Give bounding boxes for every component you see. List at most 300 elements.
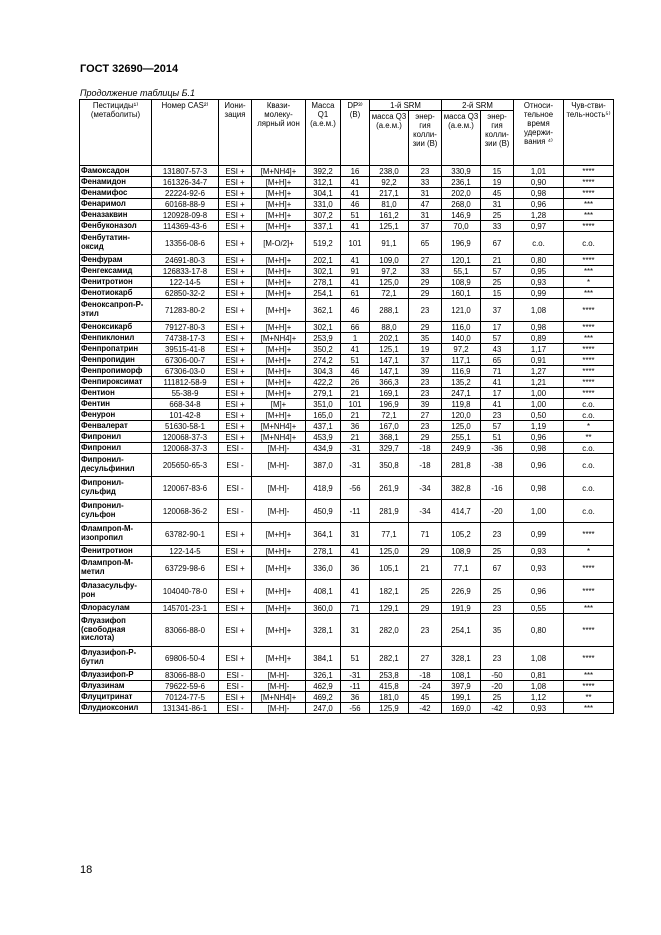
table-cell: 288,1 [370,299,409,322]
table-cell: 51 [341,210,370,221]
table-cell: 0,99 [514,523,564,546]
table-cell: 0,96 [514,199,564,210]
table-cell: 79127-80-3 [152,322,219,333]
table-cell: 1,00 [514,500,564,523]
table-cell: 119,8 [442,399,481,410]
table-cell: 25 [481,277,514,288]
pesticide-name: Фенурон [80,410,152,421]
table-cell: 120068-37-3 [152,443,219,454]
table-row [80,432,614,443]
table-cell: 21 [409,557,442,580]
table-cell: [M+H]+ [252,580,306,603]
table-cell: -24 [409,681,442,692]
pesticide-name: Флорасулам [80,603,152,614]
pesticide-name: Фенаримол [80,199,152,210]
table-cell: ESI - [219,443,252,454]
table-row [80,199,614,210]
table-cell: 281,9 [370,500,409,523]
table-cell: 72,1 [370,410,409,421]
table-cell: ESI + [219,166,252,177]
table-row [80,421,614,432]
table-cell: [M+H]+ [252,557,306,580]
table-cell: 1,27 [514,366,564,377]
table-cell: 120,1 [442,255,481,266]
table-cell: 101 [341,399,370,410]
table-cell: с.о. [564,477,614,500]
table-cell: 205650-65-3 [152,454,219,477]
table-row [80,692,614,703]
table-cell: **** [564,188,614,199]
table-cell: 408,1 [306,580,341,603]
header-ion: Квази-молеку-лярный ион [252,100,306,166]
table-cell: 31 [481,199,514,210]
pesticide-name: Фенгексамид [80,266,152,277]
table-cell: 0,81 [514,670,564,681]
table-cell: 131807-57-3 [152,166,219,177]
table-cell: 330,9 [442,166,481,177]
table-cell: 0,98 [514,322,564,333]
table-cell: 202,1 [370,333,409,344]
table-cell: 278,1 [306,546,341,557]
table-cell: [M+NH4]+ [252,166,306,177]
table-cell: ** [564,432,614,443]
table-cell: 329,7 [370,443,409,454]
table-cell: 0,50 [514,410,564,421]
table-cell: 125,1 [370,221,409,232]
table-cell: 108,1 [442,670,481,681]
table-cell: 261,9 [370,477,409,500]
table-cell: ESI + [219,177,252,188]
table-cell: с.о. [564,454,614,477]
table-cell: [M-H]- [252,703,306,714]
table-cell: 167,0 [370,421,409,432]
table-cell: 79622-59-6 [152,681,219,692]
table-cell: -38 [481,454,514,477]
table-cell: 21 [481,255,514,266]
table-cell: 23 [481,603,514,614]
table-cell: 23 [409,299,442,322]
table-cell: 121,0 [442,299,481,322]
table-cell: 60168-88-9 [152,199,219,210]
table-cell: 43 [481,344,514,355]
table-cell: ESI + [219,322,252,333]
table-cell: 37 [409,355,442,366]
table-cell: 254,1 [442,614,481,647]
table-cell: 13356-08-6 [152,232,219,255]
table-cell: [M+H]+ [252,255,306,266]
table-cell: 71 [481,366,514,377]
table-cell: 415,8 [370,681,409,692]
table-cell: **** [564,681,614,692]
table-cell: 67306-03-0 [152,366,219,377]
table-cell: 0,93 [514,703,564,714]
table-cell: 108,9 [442,277,481,288]
table-cell: [M-H]- [252,443,306,454]
table-cell: 29 [409,603,442,614]
table-row [80,523,614,546]
table-cell: 0,98 [514,477,564,500]
table-cell: [M+H]+ [252,199,306,210]
table-cell: 21 [341,388,370,399]
table-cell: с.о. [564,410,614,421]
table-cell: 114369-43-6 [152,221,219,232]
table-cell: ESI + [219,266,252,277]
table-cell: 41 [481,399,514,410]
table-cell: 0,93 [514,557,564,580]
table-row [80,355,614,366]
table-cell: 1,17 [514,344,564,355]
table-cell: 304,3 [306,366,341,377]
table-cell: 253,9 [306,333,341,344]
pesticide-name: Феноксапроп-Р-этил [80,299,152,322]
table-cell: **** [564,388,614,399]
table-cell: 70,0 [442,221,481,232]
table-cell: 21 [341,432,370,443]
table-cell: [M+H]+ [252,355,306,366]
table-cell: [M+NH4]+ [252,333,306,344]
table-cell: 57 [481,333,514,344]
table-cell: ESI + [219,523,252,546]
table-cell: 63782-90-1 [152,523,219,546]
table-cell: 16 [341,166,370,177]
table-cell: 27 [409,647,442,670]
table-cell: 120068-37-3 [152,432,219,443]
table-cell: [M+H]+ [252,647,306,670]
table-cell: 92,2 [370,177,409,188]
table-cell: 25 [481,546,514,557]
table-cell: *** [564,333,614,344]
table-cell: 111812-58-9 [152,377,219,388]
table-cell: 336,0 [306,557,341,580]
table-cell: 434,9 [306,443,341,454]
table-cell: 368,1 [370,432,409,443]
pesticide-name: Фипронил-сульфон [80,500,152,523]
pesticide-name: Флуцитринат [80,692,152,703]
table-cell: 81,0 [370,199,409,210]
pesticide-name: Фенотиокарб [80,288,152,299]
table-row [80,454,614,477]
table-cell: 70124-77-5 [152,692,219,703]
table-cell: 254,1 [306,288,341,299]
table-cell: 268,0 [442,199,481,210]
table-cell: 41 [341,188,370,199]
table-cell: 247,0 [306,703,341,714]
table-cell: 1,08 [514,681,564,692]
table-cell: * [564,546,614,557]
table-cell: 236,1 [442,177,481,188]
table-cell: ESI + [219,366,252,377]
pesticide-name: Фенпропатрин [80,344,152,355]
table-cell: ESI - [219,670,252,681]
table-row [80,333,614,344]
table-cell: 116,9 [442,366,481,377]
table-cell: 1,00 [514,388,564,399]
table-cell: 350,8 [370,454,409,477]
table-cell: -34 [409,477,442,500]
table-row [80,546,614,557]
table-cell: 39 [409,366,442,377]
table-row [80,322,614,333]
table-cell: 67306-00-7 [152,355,219,366]
table-cell: -16 [481,477,514,500]
table-cell: 41 [481,377,514,388]
table-cell: -56 [341,703,370,714]
table-cell: 37 [409,221,442,232]
table-cell: 226,9 [442,580,481,603]
table-cell: 382,8 [442,477,481,500]
table-cell: с.о. [564,500,614,523]
table-cell: 146,9 [442,210,481,221]
table-cell: [M-O/2]+ [252,232,306,255]
table-cell: -34 [409,500,442,523]
table-cell: 125,0 [442,421,481,432]
table-cell: 249,9 [442,443,481,454]
table-cell: 33 [409,177,442,188]
table-cell: 41 [341,255,370,266]
table-cell: ** [564,692,614,703]
table-cell: 161326-34-7 [152,177,219,188]
table-cell: 469,2 [306,692,341,703]
table-cell: 337,1 [306,221,341,232]
table-cell: 282,1 [370,647,409,670]
table-row [80,557,614,580]
table-row [80,299,614,322]
table-cell: 109,0 [370,255,409,266]
table-cell: -20 [481,681,514,692]
table-row [80,647,614,670]
table-cell: 26 [341,377,370,388]
table-cell: 331,0 [306,199,341,210]
table-row [80,266,614,277]
table-cell: 312,1 [306,177,341,188]
table-cell: 125,0 [370,277,409,288]
table-cell: [M+H]+ [252,614,306,647]
header-srm2-mass: масса Q3 (а.е.м.) [442,111,481,166]
table-cell: 304,1 [306,188,341,199]
table-row [80,399,614,410]
table-cell: 51630-58-1 [152,421,219,432]
table-cell: 302,1 [306,322,341,333]
table-cell: 125,1 [370,344,409,355]
header-ionization: Иони-зация [219,100,252,166]
table-cell: ESI + [219,603,252,614]
table-cell: 29 [409,322,442,333]
table-cell: ESI + [219,288,252,299]
table-cell: [M+H]+ [252,221,306,232]
table-cell: ESI + [219,614,252,647]
table-cell: 120,0 [442,410,481,421]
table-cell: ESI + [219,647,252,670]
table-cell: 91,1 [370,232,409,255]
table-cell: ESI + [219,377,252,388]
table-row [80,377,614,388]
table-cell: [M+H]+ [252,366,306,377]
table-cell: **** [564,355,614,366]
table-cell: 23 [409,614,442,647]
table-cell: 29 [409,288,442,299]
table-row [80,500,614,523]
table-cell: 196,9 [442,232,481,255]
table-row [80,477,614,500]
table-cell: -31 [341,670,370,681]
table-cell: 1,00 [514,399,564,410]
table-cell: 33 [409,266,442,277]
table-cell: ESI + [219,344,252,355]
table-cell: **** [564,166,614,177]
table-cell: 202,1 [306,255,341,266]
table-cell: 450,9 [306,500,341,523]
table-row [80,410,614,421]
table-cell: -50 [481,670,514,681]
table-cell: 37 [481,299,514,322]
table-row [80,681,614,692]
table-cell: с.о. [564,399,614,410]
table-cell: 39 [409,399,442,410]
table-row [80,614,614,647]
table-cell: [M+H]+ [252,546,306,557]
table-cell: 0,91 [514,355,564,366]
table-row [80,388,614,399]
table-cell: 46 [341,199,370,210]
table-cell: 23 [409,388,442,399]
table-cell: ESI + [219,221,252,232]
table-cell: [M-H]- [252,500,306,523]
table-cell: 17 [481,322,514,333]
table-cell: 1,01 [514,166,564,177]
table-cell: **** [564,647,614,670]
pesticide-name: Флуазифоп-Р-бутил [80,647,152,670]
table-cell: [M]+ [252,399,306,410]
table-cell: [M+H]+ [252,344,306,355]
table-cell: 31 [409,210,442,221]
table-cell: 27 [409,255,442,266]
table-cell: **** [564,523,614,546]
table-cell: 326,1 [306,670,341,681]
pesticide-name: Флуазинам [80,681,152,692]
table-cell: 181,0 [370,692,409,703]
table-cell: 165,0 [306,410,341,421]
table-cell: [M+NH4]+ [252,421,306,432]
table-cell: 247,1 [442,388,481,399]
pesticide-name: Фенитротион [80,277,152,288]
table-cell: 0,80 [514,614,564,647]
table-cell: 36 [341,557,370,580]
table-cell: 46 [341,366,370,377]
table-cell: 41 [341,546,370,557]
table-cell: 72,1 [370,288,409,299]
table-cell: * [564,277,614,288]
table-cell: 0,95 [514,266,564,277]
table-cell: [M-H]- [252,477,306,500]
pesticide-table [79,99,614,714]
table-cell: -18 [409,443,442,454]
table-cell: 97,2 [442,344,481,355]
table-cell: 1,19 [514,421,564,432]
table-cell: 55,1 [442,266,481,277]
pesticide-name: Фенпироксимат [80,377,152,388]
table-cell: ESI + [219,355,252,366]
table-cell: 360,0 [306,603,341,614]
table-cell: 122-14-5 [152,277,219,288]
pesticide-name: Фентин [80,399,152,410]
table-cell: ESI + [219,399,252,410]
table-row [80,344,614,355]
table-cell: 0,96 [514,580,564,603]
table-cell: 31 [341,614,370,647]
pesticide-name: Фенамифос [80,188,152,199]
table-cell: 105,2 [442,523,481,546]
table-cell: [M+H]+ [252,388,306,399]
pesticide-name: Флазасульфу-рон [80,580,152,603]
table-cell: 135,2 [442,377,481,388]
table-cell: 41 [341,580,370,603]
table-cell: 279,1 [306,388,341,399]
pesticide-name: Фенпропиморф [80,366,152,377]
table-cell: 29 [409,546,442,557]
table-cell: **** [564,344,614,355]
table-cell: 74738-17-3 [152,333,219,344]
table-cell: 57 [481,421,514,432]
table-cell: ESI + [219,277,252,288]
table-row [80,277,614,288]
table-cell: 362,1 [306,299,341,322]
table-cell: 22224-92-6 [152,188,219,199]
table-cell: *** [564,603,614,614]
table-row [80,580,614,603]
pesticide-name: Фипронил-десульфинил [80,454,152,477]
table-cell: 117,1 [442,355,481,366]
table-cell: 0,80 [514,255,564,266]
table-cell: 108,9 [442,546,481,557]
standard-title: ГОСТ 32690—2014 [80,63,179,75]
table-cell: 77,1 [442,557,481,580]
table-cell: 25 [481,580,514,603]
table-cell: 282,0 [370,614,409,647]
table-cell: **** [564,255,614,266]
table-cell: 255,1 [442,432,481,443]
table-cell: 23 [481,410,514,421]
table-row [80,221,614,232]
table-cell: 77,1 [370,523,409,546]
table-cell: 1,08 [514,299,564,322]
table-cell: ESI + [219,333,252,344]
header-srm1-mass: масса Q3 (а.е.м.) [370,111,409,166]
table-cell: [M+H]+ [252,377,306,388]
header-cas: Номер CAS²⁾ [152,100,219,166]
table-cell: 668-34-8 [152,399,219,410]
table-cell: 328,1 [306,614,341,647]
table-cell: ESI + [219,432,252,443]
table-cell: 122-14-5 [152,546,219,557]
table-cell: 125,0 [370,546,409,557]
table-cell: 384,1 [306,647,341,670]
table-cell: 88,0 [370,322,409,333]
table-cell: *** [564,266,614,277]
table-cell: 66 [341,322,370,333]
table-cell: *** [564,210,614,221]
table-cell: ESI + [219,188,252,199]
table-cell: 65 [481,355,514,366]
table-cell: 120928-09-8 [152,210,219,221]
table-cell: 328,1 [442,647,481,670]
table-cell: 169,0 [442,703,481,714]
pesticide-name: Феноксикарб [80,322,152,333]
table-cell: 51 [481,432,514,443]
table-cell: 83066-88-0 [152,614,219,647]
table-row [80,366,614,377]
table-cell: 116,0 [442,322,481,333]
table-cell: 0,90 [514,177,564,188]
